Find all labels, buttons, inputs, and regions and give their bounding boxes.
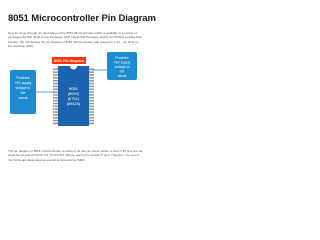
pin-right-35 <box>89 83 94 85</box>
diagram-banner-text: 8051 Pin Diagram <box>54 59 84 63</box>
pin-left-17 <box>53 114 58 116</box>
pin-left-10 <box>53 94 58 96</box>
pin-left-2 <box>53 71 58 73</box>
callout-right-line-5: circuit <box>117 74 127 78</box>
pin-right-34 <box>89 86 94 88</box>
intro-paragraph: Now let us go through pin description of the 8051 Microcontroller which is available in a variety of packages like DIP (Dual In-line Package), QFP (Quad Flat Package) and PLCC (Plastic Leaded Chip Carrier). We will discuss the pin diagram of 8051 Microcontroller with respect to a 40 – pin Dual In-line Package (DIP). <box>8 31 142 49</box>
callout-left-line-4: the <box>20 91 26 95</box>
callout-right-line-1: Provides <box>115 56 129 60</box>
pin-right-38 <box>89 74 94 76</box>
chip-label-4: (89420) <box>66 101 81 106</box>
pin-right-33 <box>89 88 94 90</box>
callout-right-line-4: the <box>119 69 125 74</box>
pin-right-22 <box>89 120 94 122</box>
chip-label-2: (8031) <box>67 91 80 96</box>
left-pin-group <box>53 69 58 125</box>
pin-right-27 <box>89 106 94 108</box>
page-title: 8051 Microcontroller Pin Diagram <box>8 13 156 24</box>
pin-right-31 <box>89 94 94 96</box>
callout-left-line-5: circuit <box>18 96 28 100</box>
pin-diagram-svg <box>8 50 145 128</box>
pin-left-18 <box>53 117 58 119</box>
callout-left-line-3: voltage to <box>15 86 31 90</box>
pin-left-16 <box>53 111 58 113</box>
pin-left-20 <box>53 123 58 125</box>
pin-diagram-figure <box>8 50 145 128</box>
pin-left-15 <box>53 108 58 110</box>
chip-label-3: (8751) <box>67 96 80 101</box>
pin-right-39 <box>89 71 94 73</box>
pin-left-3 <box>53 74 58 76</box>
pin-left-19 <box>53 120 58 122</box>
chip-label-1: 8051 <box>69 86 78 91</box>
pin-right-24 <box>89 114 94 116</box>
pin-right-23 <box>89 117 94 119</box>
pin-left-6 <box>53 83 58 85</box>
pin-left-1 <box>53 69 58 71</box>
pin-right-25 <box>89 111 94 113</box>
callout-right-line-2: +5V supply <box>113 60 131 65</box>
right-pin-group <box>89 69 94 125</box>
callout-left-line-1: Provides <box>16 76 30 80</box>
pin-left-12 <box>53 100 58 102</box>
pin-right-32 <box>89 91 94 93</box>
pin-left-11 <box>53 97 58 99</box>
pin-right-36 <box>89 80 94 82</box>
callout-left-line-2: +5V supply <box>14 81 32 85</box>
pin-right-29 <box>89 100 94 102</box>
pin-right-21 <box>89 123 94 125</box>
pin-right-30 <box>89 97 94 99</box>
pin-left-4 <box>53 77 58 79</box>
pin-left-13 <box>53 103 58 105</box>
pin-left-7 <box>53 86 58 88</box>
pin-left-8 <box>53 88 58 90</box>
callout-right-line-3: voltage to <box>114 65 130 69</box>
pin-right-28 <box>89 103 94 105</box>
footer-paragraph: The pin diagram of 8051 microcontroller consists of 40 pins as shown below. A total of 32 pins are set aside for the four Ports P0, P1, P2 and P3. Where, each port contains 8 pins. Therefore, the rest of the 8 pins are designated as special functional pins (SFR). <box>8 149 143 162</box>
pin-right-37 <box>89 77 94 79</box>
pin-right-26 <box>89 108 94 110</box>
pin-left-5 <box>53 80 58 82</box>
pin-left-14 <box>53 106 58 108</box>
